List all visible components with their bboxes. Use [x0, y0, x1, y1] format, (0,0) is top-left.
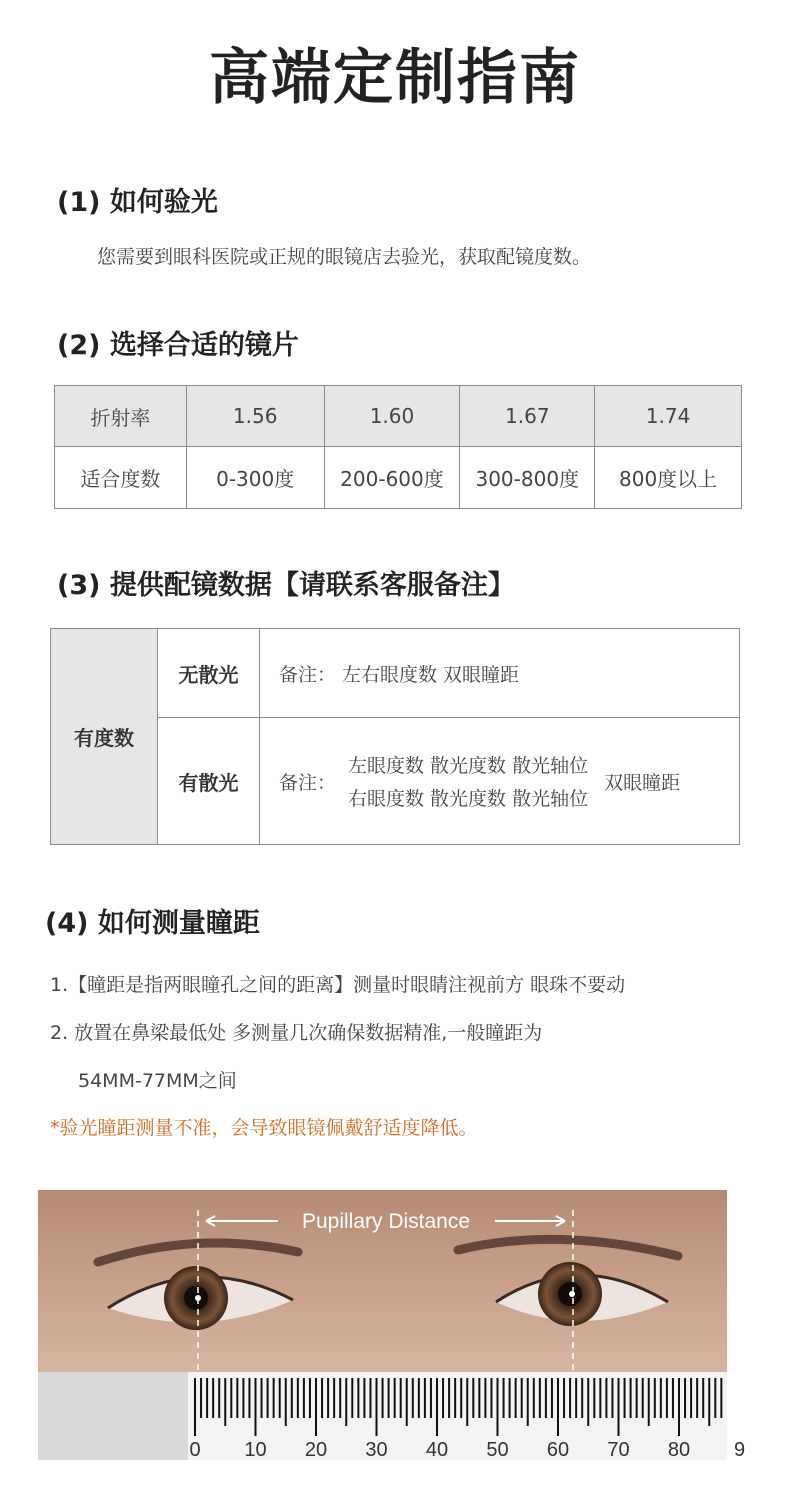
ruler-label: 20 — [304, 1439, 328, 1461]
table-row — [55, 447, 742, 509]
table-cell: 300-800度 — [460, 447, 595, 509]
ruler-label: 80 — [667, 1439, 691, 1461]
ruler-label: 10 — [244, 1439, 267, 1461]
ruler-label: 9 — [733, 1439, 746, 1461]
lens-index-table — [54, 385, 742, 509]
rx-group-label: 有度数 — [51, 629, 158, 845]
table-cell: 适合度数 — [55, 447, 187, 509]
section-heading-provide-data: (3) 提供配镜数据【请联系客服备注】 — [57, 570, 515, 601]
table-cell: 折射率 — [55, 386, 187, 447]
table-cell: 200-600度 — [324, 447, 460, 509]
eyes-illustration — [38, 1190, 746, 1461]
section-heading-measure-pd: (4) 如何测量瞳距 — [45, 908, 260, 939]
measure-range: 54MM-77MM之间 — [78, 1070, 237, 1092]
rx-kind-no-astigmatism: 无散光 — [158, 629, 260, 718]
ruler-label: 30 — [365, 1439, 388, 1461]
rx-note-cell — [260, 718, 740, 845]
note-right-eye: 右眼度数 散光度数 散光轴位 — [348, 788, 589, 810]
table-cell: 800度以上 — [595, 447, 742, 509]
note-left-eye: 左眼度数 散光度数 散光轴位 — [348, 755, 589, 777]
pupillary-distance-photo — [38, 1190, 746, 1461]
table-row — [55, 386, 742, 447]
ruler-label: 40 — [425, 1439, 449, 1461]
section-heading-eye-exam: (1) 如何验光 — [57, 187, 218, 218]
table-row — [51, 629, 740, 718]
table-cell: 1.67 — [460, 386, 595, 447]
table-cell: 1.60 — [324, 386, 460, 447]
section-heading-choose-lens: (2) 选择合适的镜片 — [57, 330, 299, 361]
measure-instruction-2: 2. 放置在鼻梁最低处 多测量几次确保数据精准,一般瞳距为 — [50, 1022, 543, 1044]
table-cell: 0-300度 — [186, 447, 324, 509]
note-label: 备注： — [279, 663, 337, 686]
page-title: 高端定制指南 — [209, 43, 581, 113]
measure-instruction-1: 1.【瞳距是指两眼瞳孔之间的距离】测量时眼睛注视前方 眼珠不要动 — [50, 974, 626, 996]
rx-kind-with-astigmatism: 有散光 — [158, 718, 260, 845]
note-label: 备注： — [279, 771, 337, 794]
ruler-label: 0 — [189, 1439, 201, 1461]
note-items: 左右眼度数 双眼瞳距 — [342, 663, 520, 686]
prescription-data-table — [50, 628, 740, 845]
warning-note: *验光瞳距测量不准，会导致眼镜佩戴舒适度降低。 — [50, 1117, 478, 1139]
ruler-label: 60 — [546, 1439, 570, 1461]
ruler-label: 50 — [486, 1439, 509, 1461]
rx-note-cell — [260, 629, 740, 718]
table-cell: 1.74 — [595, 386, 742, 447]
note-pd: 双眼瞳距 — [604, 771, 681, 794]
ruler-label: 70 — [607, 1439, 630, 1461]
table-cell: 1.56 — [186, 386, 324, 447]
pd-label: Pupillary Distance — [301, 1210, 471, 1233]
eye-exam-text: 您需要到眼科医院或正规的眼镜店去验光，获取配镜度数。 — [97, 246, 592, 268]
